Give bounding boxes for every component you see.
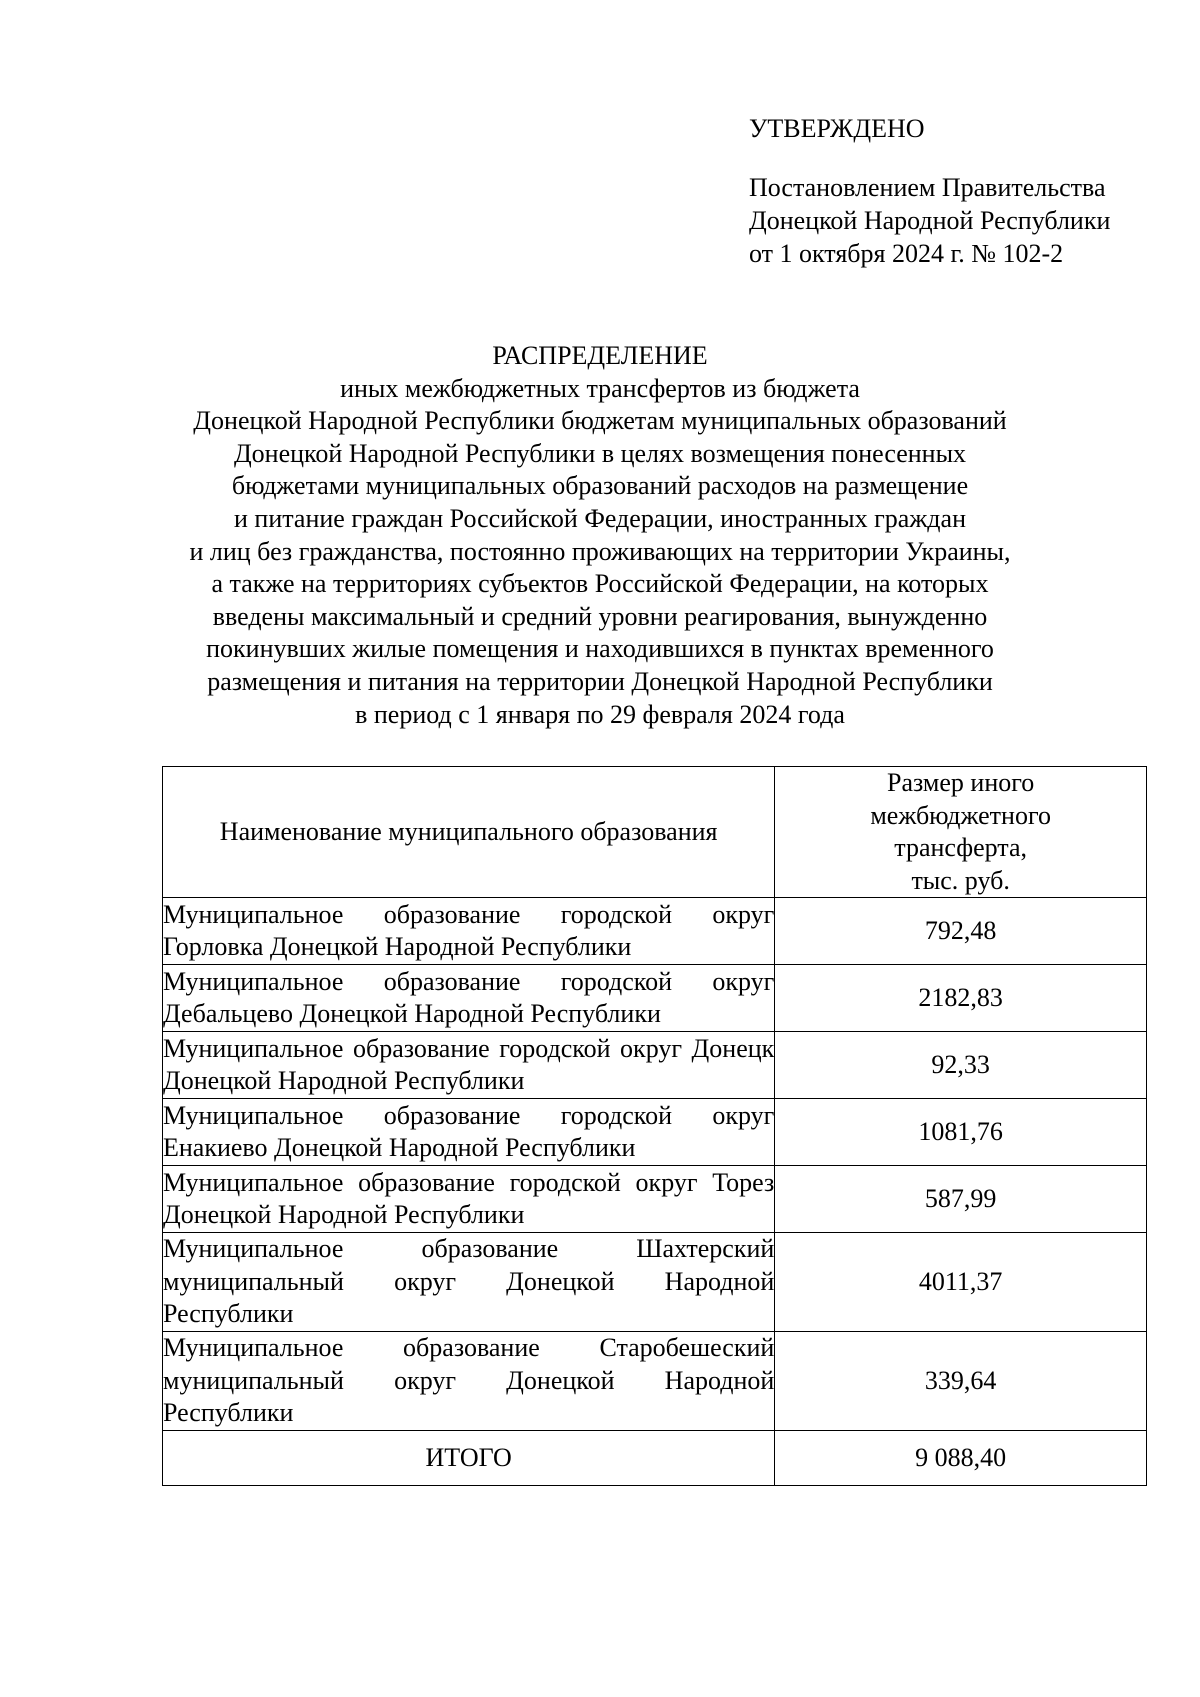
table-row <box>163 1032 1147 1099</box>
transfer-amount: 792,48 <box>775 898 1147 965</box>
column-header-amount-line: тыс. руб. <box>911 865 1010 895</box>
column-header-amount <box>775 767 1147 898</box>
heading-line: покинувших жилые помещения и находившихся в пунктах временного <box>206 634 994 664</box>
table-row <box>163 965 1147 1032</box>
approval-line: от 1 октября 2024 г. № 102-2 <box>749 239 1064 268</box>
table-row <box>163 1099 1147 1166</box>
municipality-name: Муниципальное образование Старобешеский муниципальный округ Донецкой Народной Республики <box>163 1332 775 1431</box>
heading-line: в период с 1 января по 29 февраля 2024 года <box>355 699 845 729</box>
municipality-name: Муниципальное образование городской округ Дебальцево Донецкой Народной Республики <box>163 965 775 1032</box>
document-heading <box>100 340 1100 731</box>
approval-line: Донецкой Народной Республики <box>749 206 1111 235</box>
transfer-amount: 4011,37 <box>775 1233 1147 1332</box>
municipality-name: Муниципальное образование городской округ Донецк Донецкой Народной Республики <box>163 1032 775 1099</box>
total-label: ИТОГО <box>163 1431 775 1486</box>
distribution-table <box>162 766 1147 1486</box>
heading-line: и лиц без гражданства, постоянно проживающих на территории Украины, <box>189 536 1011 566</box>
column-header-amount-line: трансферта, <box>894 833 1028 862</box>
heading-line: Донецкой Народной Республики в целях возмещения понесенных <box>233 438 967 468</box>
approval-stamp: УТВЕРЖДЕНО <box>749 114 925 143</box>
heading-line: бюджетами муниципальных образований расходов на размещение <box>231 471 969 501</box>
municipality-name: Муниципальное образование городской округ Торез Донецкой Народной Республики <box>163 1166 775 1233</box>
municipality-name: Муниципальное образование Шахтерский муниципальный округ Донецкой Народной Республики <box>163 1233 775 1332</box>
column-header-amount-line: межбюджетного <box>870 800 1051 830</box>
transfer-amount: 92,33 <box>775 1032 1147 1099</box>
transfer-amount: 1081,76 <box>775 1099 1147 1166</box>
municipality-name: Муниципальное образование городской округ Горловка Донецкой Народной Республики <box>163 898 775 965</box>
total-row <box>163 1431 1147 1486</box>
heading-line: введены максимальный и средний уровни реагирования, вынужденно <box>212 601 988 631</box>
table-row <box>163 1233 1147 1332</box>
column-header-amount-line: Размер иного <box>887 768 1035 797</box>
document-title: РАСПРЕДЕЛЕНИЕ <box>492 341 708 370</box>
table-header-row <box>163 767 1147 898</box>
heading-line: иных межбюджетных трансфертов из бюджета <box>340 373 860 403</box>
table-row <box>163 898 1147 965</box>
heading-line: а также на территориях субъектов Российской Федерации, на которых <box>211 569 989 599</box>
table-row <box>163 1332 1147 1431</box>
transfer-amount: 2182,83 <box>775 965 1147 1032</box>
approval-line: Постановлением Правительства <box>749 173 1106 202</box>
transfer-amount: 339,64 <box>775 1332 1147 1431</box>
approval-block <box>749 112 1110 270</box>
heading-line: размещения и питания на территории Донецкой Народной Республики <box>207 666 993 696</box>
table-row <box>163 1166 1147 1233</box>
municipality-name: Муниципальное образование городской округ Енакиево Донецкой Народной Республики <box>163 1099 775 1166</box>
total-amount: 9 088,40 <box>775 1431 1147 1486</box>
transfer-amount: 587,99 <box>775 1166 1147 1233</box>
column-header-name: Наименование муниципального образования <box>163 767 775 898</box>
heading-line: и питание граждан Российской Федерации, иностранных граждан <box>234 503 966 533</box>
heading-line: Донецкой Народной Республики бюджетам муниципальных образований <box>193 406 1007 436</box>
